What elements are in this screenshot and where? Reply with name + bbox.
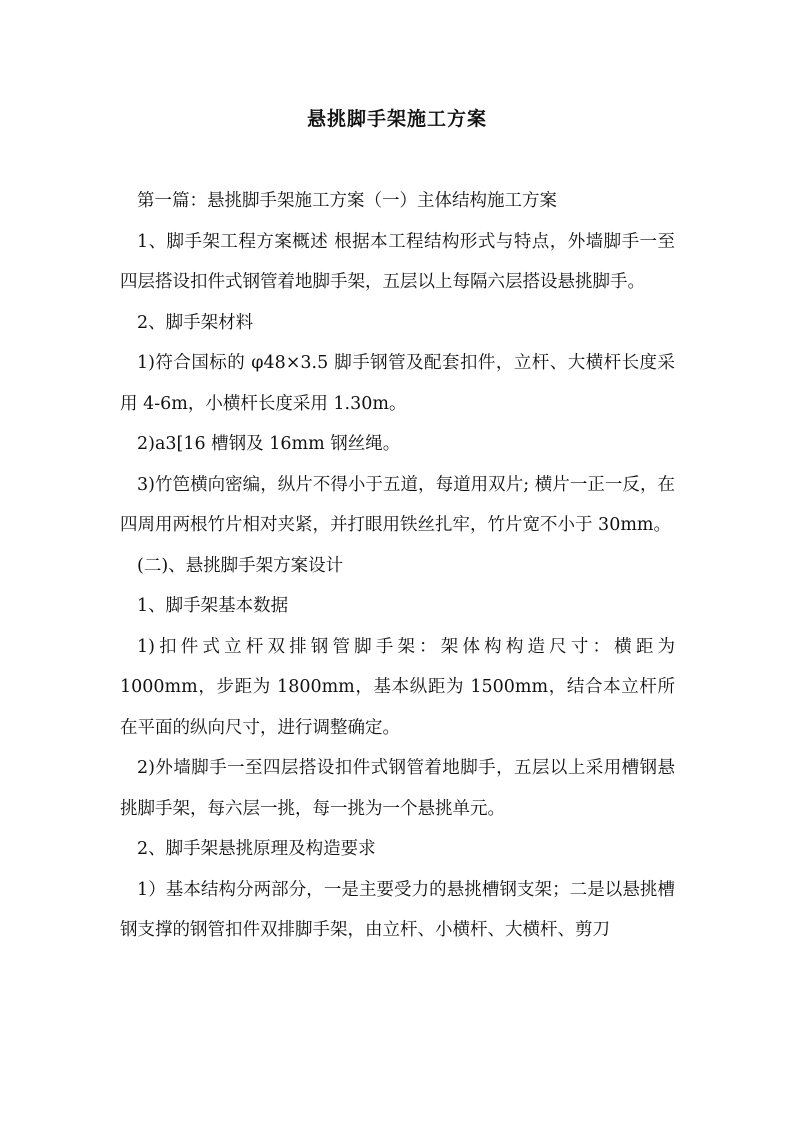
paragraph-bamboo-mat: 3)竹笆横向密编，纵片不得小于五道，每道用双片; 横片一正一反，在四周用两根竹片相对夹紧，并打眼用铁丝扎牢，竹片宽不小于 30mm。 <box>120 474 675 535</box>
paragraph-basic-structure: 1）基本结构分两部分，一是主要受力的悬挑槽钢支架；二是以悬挑槽钢支撑的钢管扣件双排脚手架，由立杆、小横杆、大横杆、剪刀 <box>120 879 675 940</box>
paragraph-basic-data-heading: 1、脚手架基本数据 <box>137 596 289 616</box>
document-body <box>120 181 675 951</box>
paragraph-principle-heading: 2、脚手架悬挑原理及构造要求 <box>137 839 376 859</box>
paragraph-steel-pipe: 1)符合国标的 φ48×3.5 脚手钢管及配套扣件，立杆、大横杆长度采用 4-6m，小横杆长度采用 1.30m。 <box>120 353 675 414</box>
paragraph-materials-heading: 2、脚手架材料 <box>137 312 254 333</box>
paragraph-frame-dimensions: 1)扣件式立杆双排钢管脚手架：架体构构造尺寸：横距为 1000mm，步距为 1800mm，基本纵距为 1500mm，结合本立杆所在平面的纵向尺寸，进行调整确定。 <box>120 636 675 738</box>
paragraph-overview: 1、脚手架工程方案概述 根据本工程结构形式与特点，外墙脚手一至四层搭设扣件式钢管着地脚手架，五层以上每隔六层搭设悬挑脚手。 <box>120 231 675 292</box>
paragraph-design-heading: (二)、悬挑脚手架方案设计 <box>137 555 344 576</box>
paragraph-cantilever-layout: 2)外墙脚手一至四层搭设扣件式钢管着地脚手，五层以上采用槽钢悬挑脚手架，每六层一挑，每一挑为一个悬挑单元。 <box>120 758 675 819</box>
document-title: 悬挑脚手架施工方案 <box>306 108 487 130</box>
paragraph-section-heading: 第一篇：悬挑脚手架施工方案（一）主体结构施工方案 <box>137 191 557 211</box>
paragraph-channel-steel: 2)a3[16 槽钢及 16mm 钢丝绳。 <box>137 434 401 454</box>
